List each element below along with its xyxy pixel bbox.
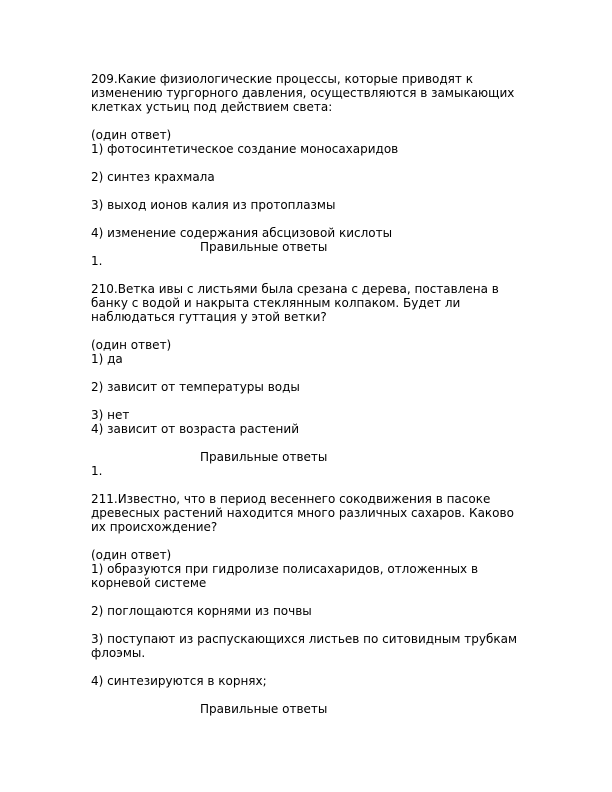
question-209-option-4: 4) изменение содержания абсцизовой кислоты bbox=[91, 226, 393, 240]
question-210-option-3: 3) нет bbox=[91, 408, 130, 422]
question-210-correct-label: Правильные ответы bbox=[200, 450, 328, 464]
question-209-option-3: 3) выход ионов калия из протоплазмы bbox=[91, 198, 336, 212]
question-211-option-1-line-1: 1) образуются при гидролизе полисахаридов, отложенных в bbox=[91, 562, 479, 576]
question-209-option-2: 2) синтез крахмала bbox=[91, 170, 215, 184]
question-209-answer-type: (один ответ) bbox=[91, 128, 172, 142]
question-209-correct-value: 1. bbox=[91, 254, 103, 268]
question-210-option-1: 1) да bbox=[91, 352, 123, 366]
question-210-answer-type: (один ответ) bbox=[91, 338, 172, 352]
question-211-option-4: 4) синтезируются в корнях; bbox=[91, 674, 267, 688]
question-210-option-2: 2) зависит от температуры воды bbox=[91, 380, 300, 394]
question-211-answer-type: (один ответ) bbox=[91, 548, 172, 562]
question-210-option-4: 4) зависит от возраста растений bbox=[91, 422, 299, 436]
question-209-correct-label: Правильные ответы bbox=[200, 240, 328, 254]
question-211-option-3-line-2: флоэмы. bbox=[91, 646, 146, 660]
question-211-line-1: 211.Известно, что в период весеннего сокодвижения в пасоке bbox=[91, 492, 491, 506]
question-209-option-1: 1) фотосинтетическое создание моносахаридов bbox=[91, 142, 399, 156]
question-210-line-2: банку с водой и накрыта стеклянным колпаком. Будет ли bbox=[91, 296, 461, 310]
question-210-line-3: наблюдаться гуттация у этой ветки? bbox=[91, 310, 327, 324]
question-210-correct-value: 1. bbox=[91, 464, 103, 478]
question-209-line-2: изменению тургорного давления, осуществляются в замыкающих bbox=[91, 86, 515, 100]
question-211-option-2: 2) поглощаются корнями из почвы bbox=[91, 604, 312, 618]
question-210-line-1: 210.Ветка ивы с листьями была срезана с дерева, поставлена в bbox=[91, 282, 499, 296]
question-211-correct-label: Правильные ответы bbox=[200, 702, 328, 716]
question-209-line-1: 209.Какие физиологические процессы, которые приводят к bbox=[91, 72, 473, 86]
question-209-line-3: клетках устьиц под действием света: bbox=[91, 100, 333, 114]
question-211-line-3: их происхождение? bbox=[91, 520, 218, 534]
question-211-option-1-line-2: корневой системе bbox=[91, 576, 207, 590]
question-211-option-3-line-1: 3) поступают из распускающихся листьев по ситовидным трубкам bbox=[91, 632, 518, 646]
question-211-line-2: древесных растений находится много различных сахаров. Каково bbox=[91, 506, 514, 520]
